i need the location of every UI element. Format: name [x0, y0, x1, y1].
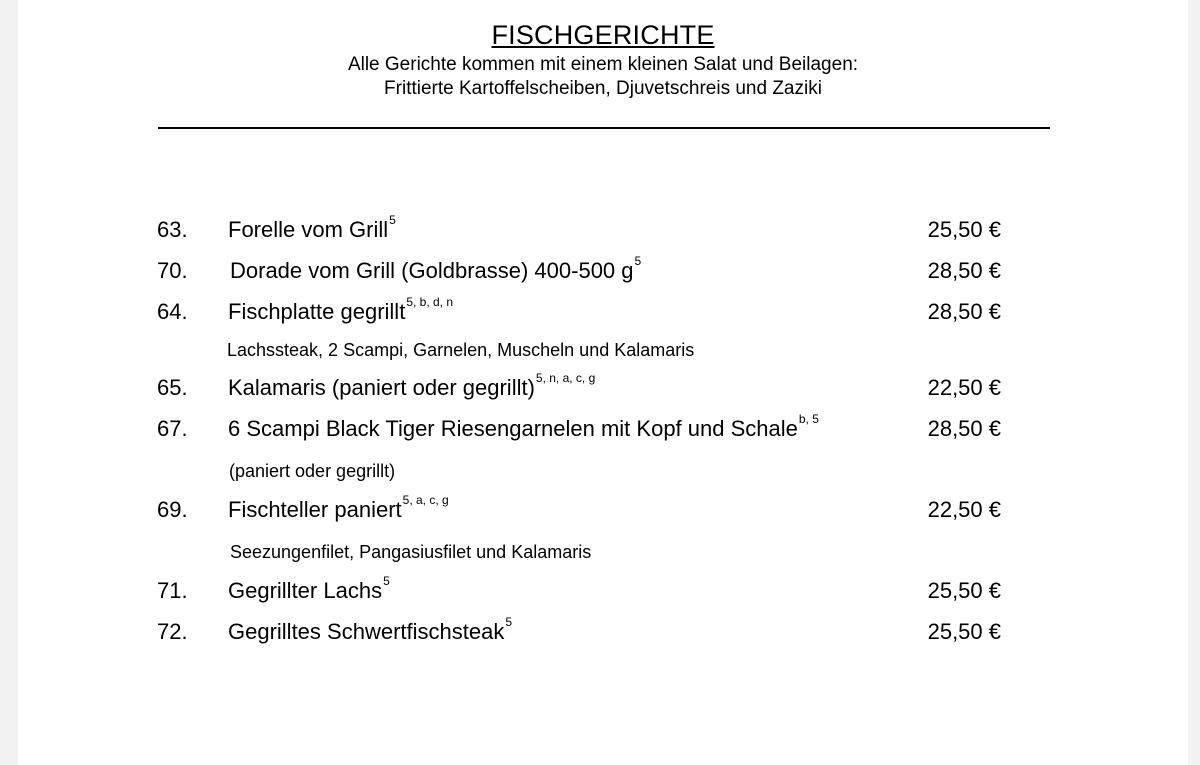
item-name-wrap: [228, 412, 819, 442]
item-price: 25,50 €: [927, 578, 1001, 603]
item-allergens: 5: [383, 574, 390, 588]
item-name: 6 Scampi Black Tiger Riesengarnelen mit Kopf und Schale: [228, 416, 798, 441]
item-price: 22,50 €: [927, 375, 1001, 400]
item-name-wrap: [228, 493, 449, 523]
menu-item: [18, 574, 1188, 608]
subtitle-line-1: Alle Gerichte kommen mit einem kleinen Salat und Beilagen:: [347, 54, 859, 75]
item-description: Seezungenfilet, Pangasiusfilet und Kalamaris: [230, 542, 592, 562]
item-number: 65.: [157, 375, 188, 400]
menu-item: [18, 295, 1188, 329]
item-allergens: 5, n, a, c, g: [535, 371, 596, 385]
menu-item: [18, 213, 1188, 247]
menu-page: [18, 0, 1188, 765]
item-name: Forelle vom Grill: [228, 217, 389, 242]
item-allergens: b, 5: [798, 412, 819, 426]
item-name-wrap: [228, 213, 396, 243]
item-name: Gegrilltes Schwertfischsteak: [228, 619, 505, 644]
item-name-wrap: [230, 254, 642, 284]
page-title: FISCHGERICHTE: [491, 20, 715, 50]
item-price: 28,50 €: [927, 299, 1001, 324]
item-price: 25,50 €: [927, 217, 1001, 242]
item-name: Kalamaris (paniert oder gegrillt): [228, 375, 535, 400]
item-allergens: 5, b, d, n: [406, 295, 454, 309]
item-price: 28,50 €: [927, 258, 1001, 283]
menu-item: [18, 493, 1188, 527]
menu-item-description-row: [18, 340, 1188, 370]
item-price: 22,50 €: [927, 497, 1001, 522]
menu-item-description-row: [18, 542, 1188, 572]
item-name: Fischteller paniert: [228, 497, 402, 522]
item-name-wrap: [228, 615, 513, 645]
item-number: 69.: [157, 497, 188, 522]
item-number: 72.: [157, 619, 188, 644]
item-number: 71.: [157, 578, 188, 603]
item-name-wrap: [228, 295, 454, 325]
menu-item-description-row: [18, 461, 1188, 491]
divider: [158, 127, 1050, 129]
item-allergens: 5: [634, 254, 642, 268]
item-allergens: 5, a, c, g: [402, 493, 449, 507]
menu-item: [18, 254, 1188, 288]
item-price: 28,50 €: [927, 416, 1001, 441]
item-description: (paniert oder gegrillt): [229, 461, 396, 481]
item-description: Lachssteak, 2 Scampi, Garnelen, Muscheln und Kalamaris: [227, 340, 695, 360]
item-number: 63.: [157, 217, 188, 242]
item-name: Fischplatte gegrillt: [228, 299, 406, 324]
item-allergens: 5: [389, 213, 396, 227]
item-name: Dorade vom Grill (Goldbrasse) 400-500 g: [230, 258, 634, 283]
item-number: 67.: [157, 416, 188, 441]
menu-item: [18, 412, 1188, 446]
item-number: 70.: [157, 258, 188, 283]
item-name: Gegrillter Lachs: [228, 578, 383, 603]
item-name-wrap: [228, 371, 596, 401]
menu-item: [18, 371, 1188, 405]
item-number: 64.: [157, 299, 188, 324]
item-allergens: 5: [505, 615, 513, 629]
menu-item: [18, 615, 1188, 649]
item-price: 25,50 €: [927, 619, 1001, 644]
item-name-wrap: [228, 574, 390, 604]
subtitle-line-2: Frittierte Kartoffelscheiben, Djuvetschreis und Zaziki: [384, 78, 822, 99]
